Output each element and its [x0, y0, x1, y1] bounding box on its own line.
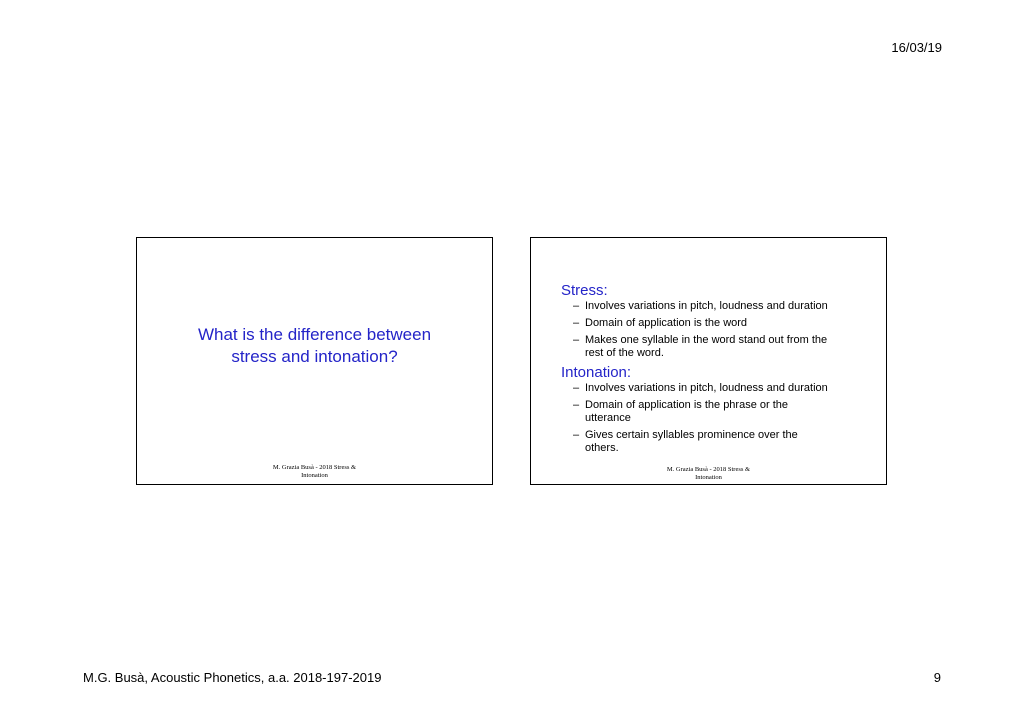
page-footer-course: M.G. Busà, Acoustic Phonetics, a.a. 2018-197-2019	[83, 670, 382, 685]
bullet-item	[561, 300, 874, 313]
bullet-item	[561, 399, 874, 425]
bullet-text: Makes one syllable in the word stand out from the	[585, 334, 828, 346]
slide-thumbnail-answer	[530, 237, 887, 485]
dash-bullet-icon: –	[573, 382, 580, 394]
slide-content	[561, 282, 874, 459]
bullet-list-stress	[561, 300, 874, 360]
bullet-text: Involves variations in pitch, loudness and duration	[585, 382, 828, 394]
dash-bullet-icon: –	[573, 300, 580, 312]
page-date: 16/03/19	[891, 40, 942, 55]
dash-bullet-icon: –	[573, 399, 580, 411]
bullet-text: Domain of application is the phrase or the	[585, 399, 789, 411]
dash-bullet-icon: –	[573, 334, 580, 346]
slide-thumbnail-question	[136, 237, 493, 485]
slide-footer	[137, 464, 492, 480]
bullet-text: Gives certain syllables prominence over the	[585, 429, 798, 441]
section-heading-intonation: Intonation:	[561, 364, 632, 381]
dash-bullet-icon: –	[573, 317, 580, 329]
bullet-text: Involves variations in pitch, loudness and duration	[585, 300, 828, 312]
bullet-text: utterance	[585, 412, 631, 424]
bullet-item	[561, 334, 874, 360]
slide-footer-line: Intonation	[301, 472, 328, 479]
slide-footer	[531, 466, 886, 482]
slide-title-line: What is the difference between	[197, 325, 432, 344]
slide-footer-line: Intonation	[695, 474, 722, 481]
section-heading-stress: Stress:	[561, 282, 608, 299]
bullet-text: Domain of application is the word	[585, 317, 748, 329]
dash-bullet-icon: –	[573, 429, 580, 441]
bullet-text: others.	[585, 442, 619, 454]
slide-footer-line: M. Grazia Busà - 2018 Stress &	[272, 464, 357, 471]
bullet-text: rest of the word.	[585, 347, 664, 359]
slide-title	[137, 324, 492, 368]
page-number: 9	[933, 670, 941, 685]
bullet-item	[561, 382, 874, 395]
bullet-item	[561, 429, 874, 455]
bullet-item	[561, 317, 874, 330]
slide-title-line: stress and intonation?	[231, 347, 398, 366]
bullet-list-intonation	[561, 382, 874, 455]
slide-footer-line: M. Grazia Busà - 2018 Stress &	[666, 466, 751, 473]
